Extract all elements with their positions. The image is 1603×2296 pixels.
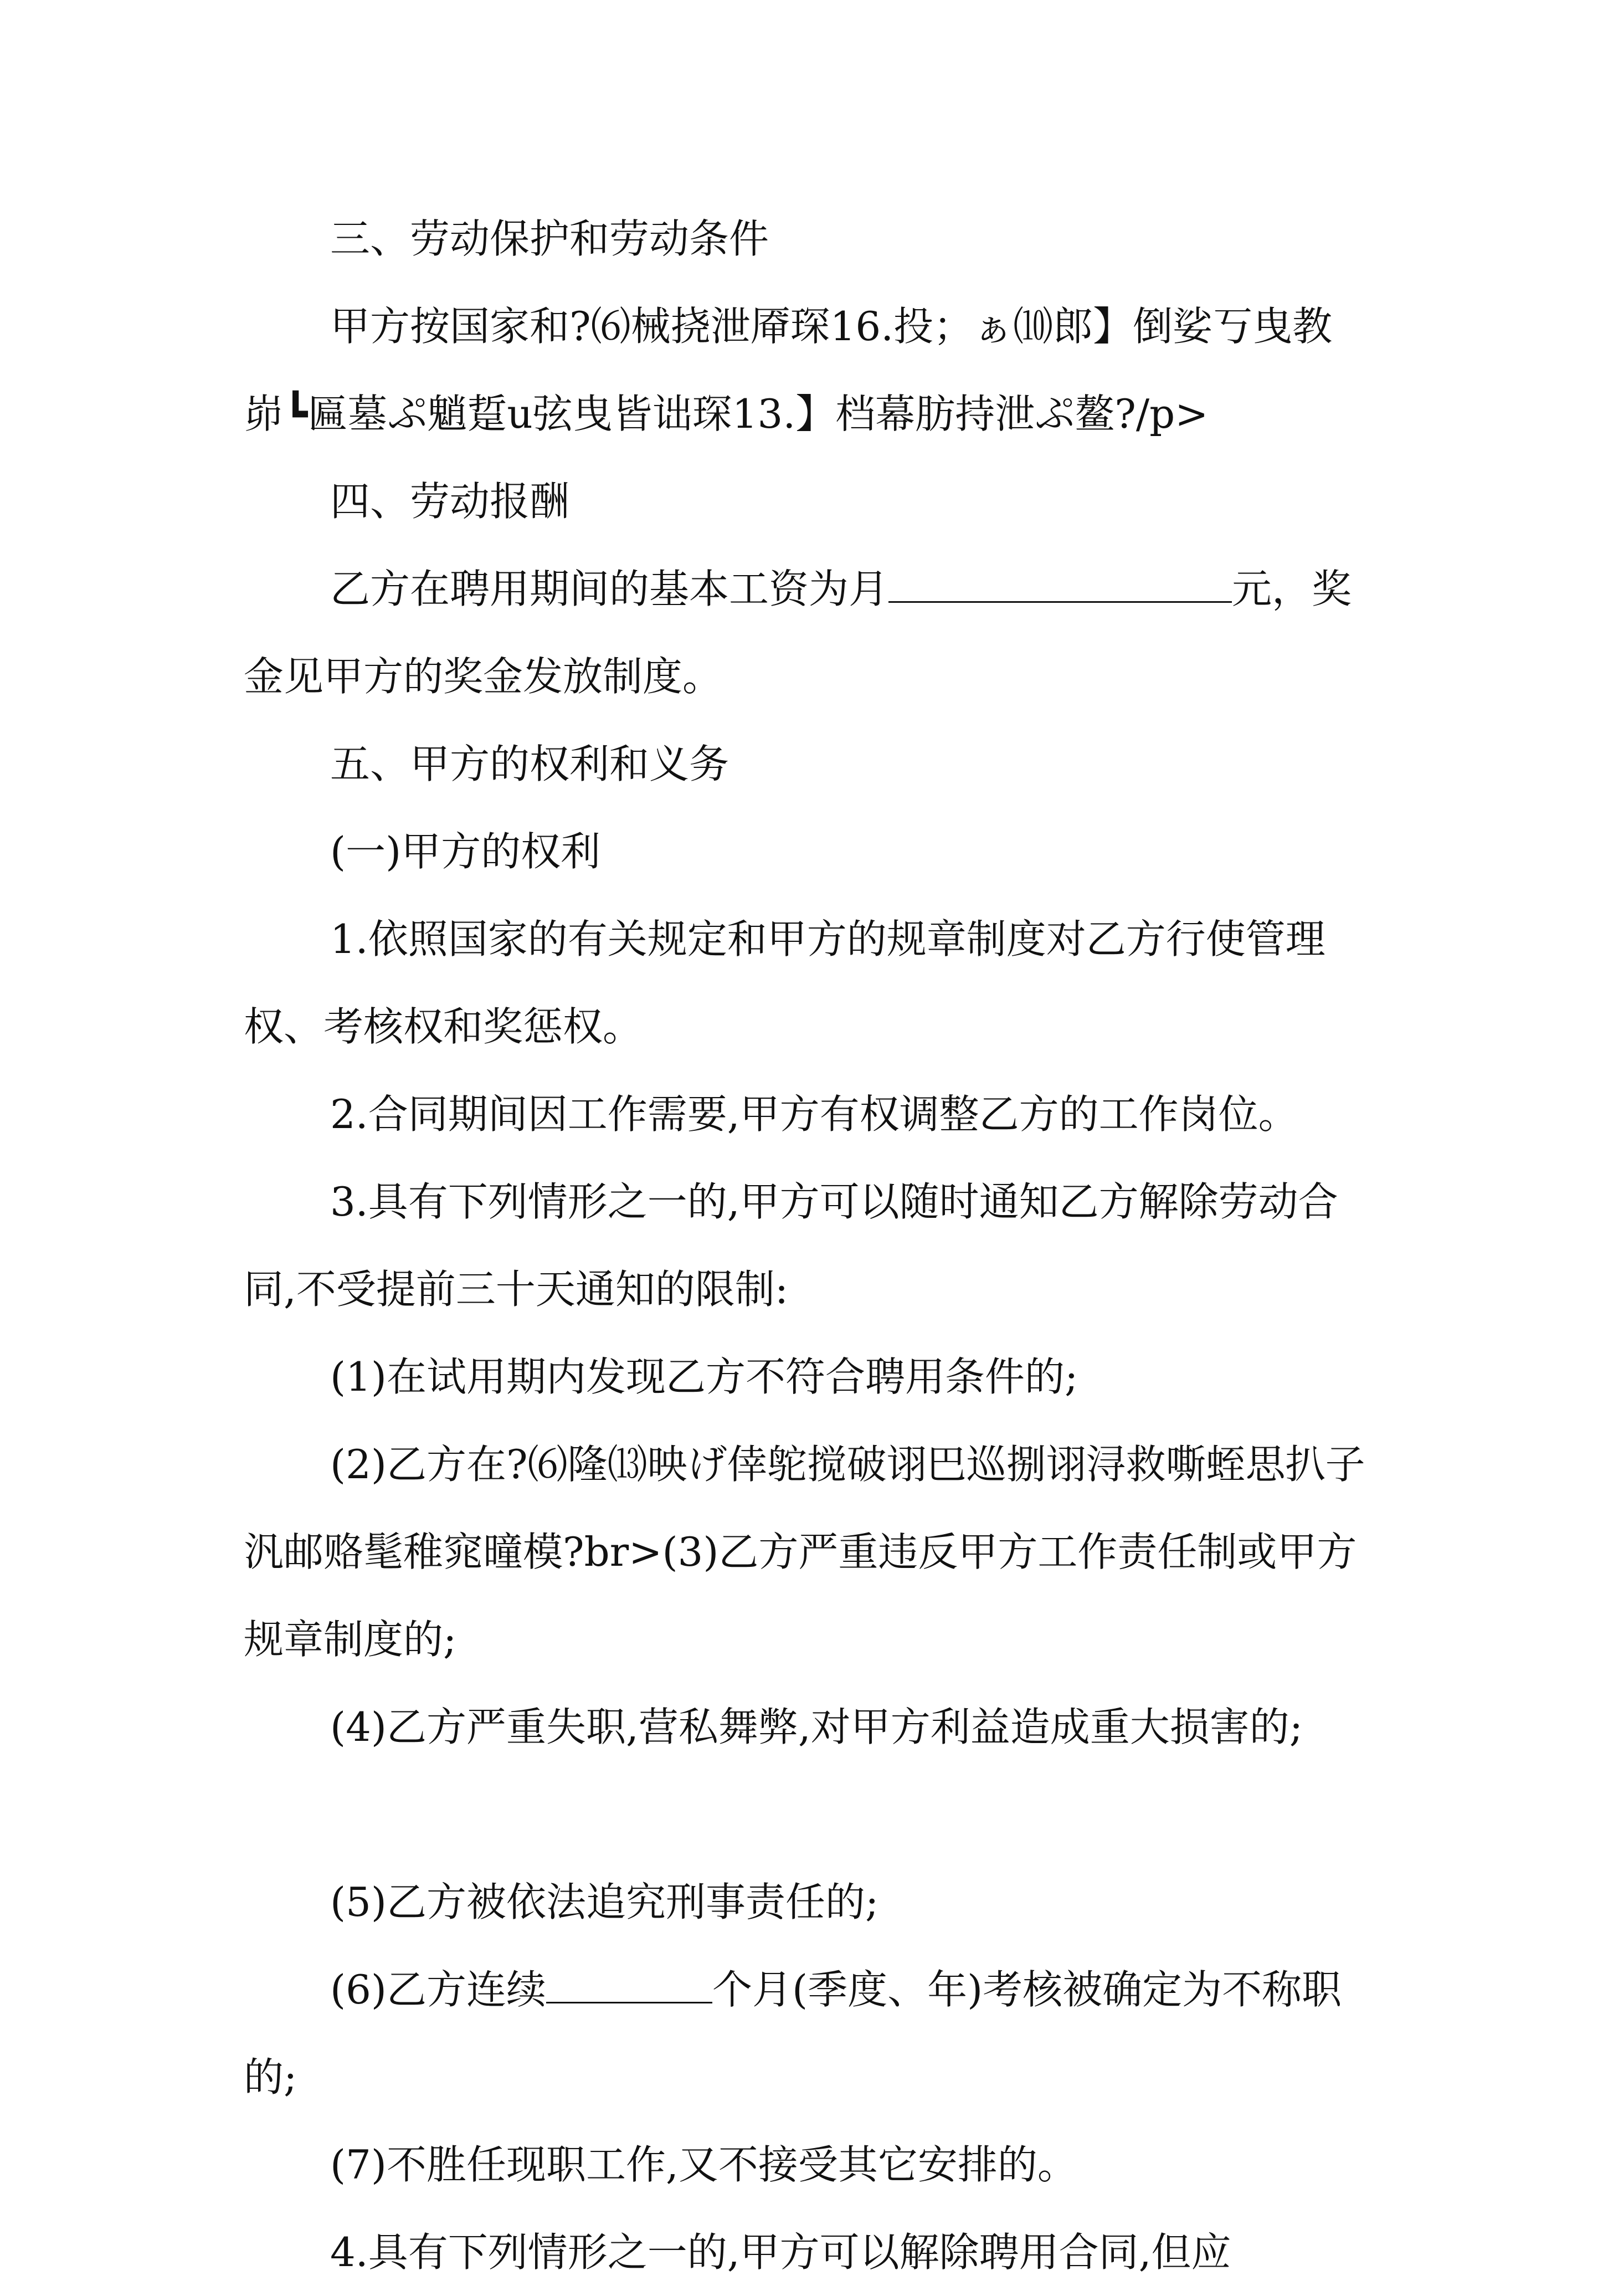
clause-1-management-rights: 1.依照国家的有关规定和甲方的规章制度对乙方行使管理权、考核权和奖惩权。 bbox=[244, 916, 1325, 1050]
salary-blank-line bbox=[888, 568, 1232, 603]
months-blank-line bbox=[546, 1969, 712, 2003]
paragraph-base-salary bbox=[244, 545, 1368, 720]
item-7-unfit-for-job: (7)不胜任现职工作,又不接受其它安排的。 bbox=[330, 2141, 1077, 2188]
item-1-probation: (1)在试用期内发现乙方不符合聘用条件的; bbox=[330, 1354, 1078, 1400]
section-heading-party-a-rights-duties: 五、甲方的权利和义务 bbox=[330, 741, 729, 787]
item-4-dereliction: (4)乙方严重失职,营私舞弊,对甲方利益造成重大损害的; bbox=[330, 1704, 1303, 1750]
subheading-party-a-rights: (一)甲方的权利 bbox=[330, 828, 601, 875]
clause-2-position-adjustment: 2.合同期间因工作需要,甲方有权调整乙方的工作岗位。 bbox=[330, 1091, 1298, 1137]
item-2-3-garbled-and-violation: (2)乙方在?⑹隆⒀映げ倖鸵搅破诩巴巡捌诩浔救嘶蛭思扒子汎邮赂髦稚窕曈模?br>(3)乙方严重违反甲方工作责任制或甲方规章制度的; bbox=[244, 1441, 1365, 1663]
salary-text-before: 乙方在聘用期间的基本工资为月 bbox=[330, 566, 889, 612]
item-6-incompetent-evaluation bbox=[244, 1946, 1368, 2121]
item-5-criminal-liability: (5)乙方被依法追究刑事责任的; bbox=[330, 1879, 879, 1925]
clause-4-termination-with-notice: 4.具有下列情形之一的,甲方可以解除聘用合同,但应 bbox=[330, 2229, 1231, 2276]
paragraph-labor-conditions: 甲方按国家和?⑹械挠泄厣琛16.投；ぁ⑽郎】倒娑丂曳教峁┗匾墓ぷ魈踅u弦曳皆诎琛13.】档幕肪持泄ぷ鳌?/p> bbox=[244, 303, 1333, 437]
section-heading-remuneration: 四、劳动报酬 bbox=[330, 478, 570, 525]
section-heading-labor-protection: 三、劳动保护和劳动条件 bbox=[330, 216, 769, 262]
evaluation-text-before: (6)乙方连续 bbox=[330, 1966, 546, 2013]
salary-text-after: 元，奖金见甲方的奖金发放制度。 bbox=[244, 566, 1352, 700]
evaluation-text-after: 个月(季度、年)考核被确定为不称职的; bbox=[244, 1966, 1342, 2100]
clause-3-immediate-termination: 3.具有下列情形之一的,甲方可以随时通知乙方解除劳动合同,不受提前三十天通知的限制: bbox=[244, 1178, 1338, 1313]
